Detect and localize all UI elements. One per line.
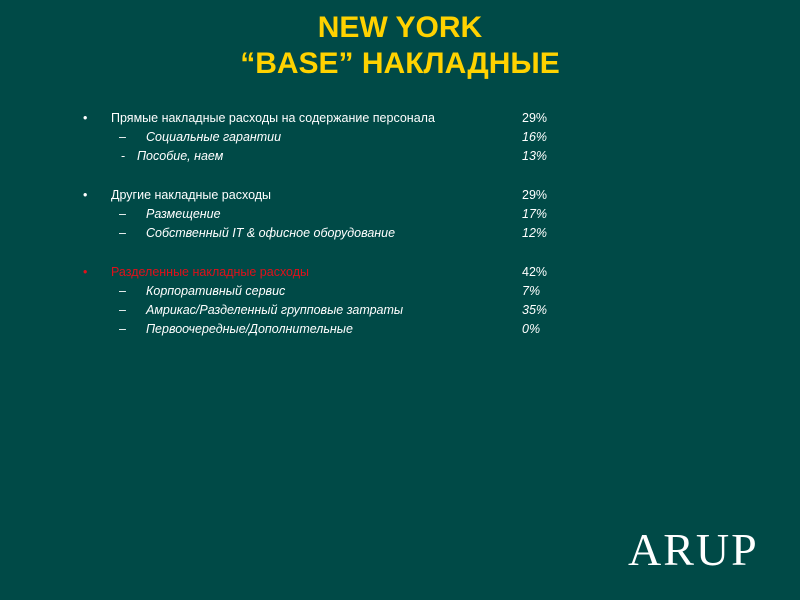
item-value: 35% <box>522 303 548 317</box>
item-label: Размещение <box>146 207 221 221</box>
dash-icon: – <box>119 207 126 221</box>
dash-icon: – <box>119 226 126 240</box>
list-item <box>0 321 800 340</box>
list-item <box>0 302 800 321</box>
item-value: 29% <box>522 188 548 202</box>
dash-icon: - <box>121 149 126 163</box>
dash-icon: – <box>119 284 126 298</box>
item-value: 17% <box>522 207 548 221</box>
item-value: 13% <box>522 149 548 163</box>
list-item <box>0 110 800 129</box>
slide-title <box>0 10 800 82</box>
item-value: 7% <box>522 284 541 298</box>
item-value: 12% <box>522 226 548 240</box>
title-line-2: “BASE” НАКЛАДНЫЕ <box>240 47 560 80</box>
spacer <box>0 244 800 264</box>
item-label: Первоочередные/Дополнительные <box>146 322 353 336</box>
arup-logo: ARUP <box>628 524 759 575</box>
list-item <box>0 187 800 206</box>
list-item <box>0 129 800 148</box>
item-label: Корпоративный сервис <box>146 284 286 298</box>
title-line-1: NEW YORK <box>317 11 483 44</box>
item-label: Амрикас/Разделенный групповые затраты <box>146 303 404 317</box>
item-value: 0% <box>522 322 541 336</box>
item-label: Другие накладные расходы <box>111 188 272 202</box>
list-item <box>0 283 800 302</box>
list-item <box>0 225 800 244</box>
item-value: 16% <box>522 130 548 144</box>
item-value: 29% <box>522 111 548 125</box>
dash-icon: – <box>119 130 126 144</box>
item-label: Разделенные накладные расходы <box>111 265 310 279</box>
item-label: Собственный IT & офисное оборудование <box>146 226 396 240</box>
overhead-list <box>0 110 800 340</box>
item-label: Социальные гарантии <box>146 130 282 144</box>
item-label: Пособие, наем <box>137 149 224 163</box>
list-item <box>0 264 800 283</box>
item-label: Прямые накладные расходы на содержание персонала <box>111 111 435 125</box>
bullet-icon: • <box>83 188 88 202</box>
bullet-icon: • <box>83 111 88 125</box>
list-item <box>0 148 800 167</box>
dash-icon: – <box>119 303 126 317</box>
list-item <box>0 206 800 225</box>
dash-icon: – <box>119 322 126 336</box>
spacer <box>0 167 800 187</box>
item-value: 42% <box>522 265 548 279</box>
bullet-icon: • <box>83 265 88 279</box>
